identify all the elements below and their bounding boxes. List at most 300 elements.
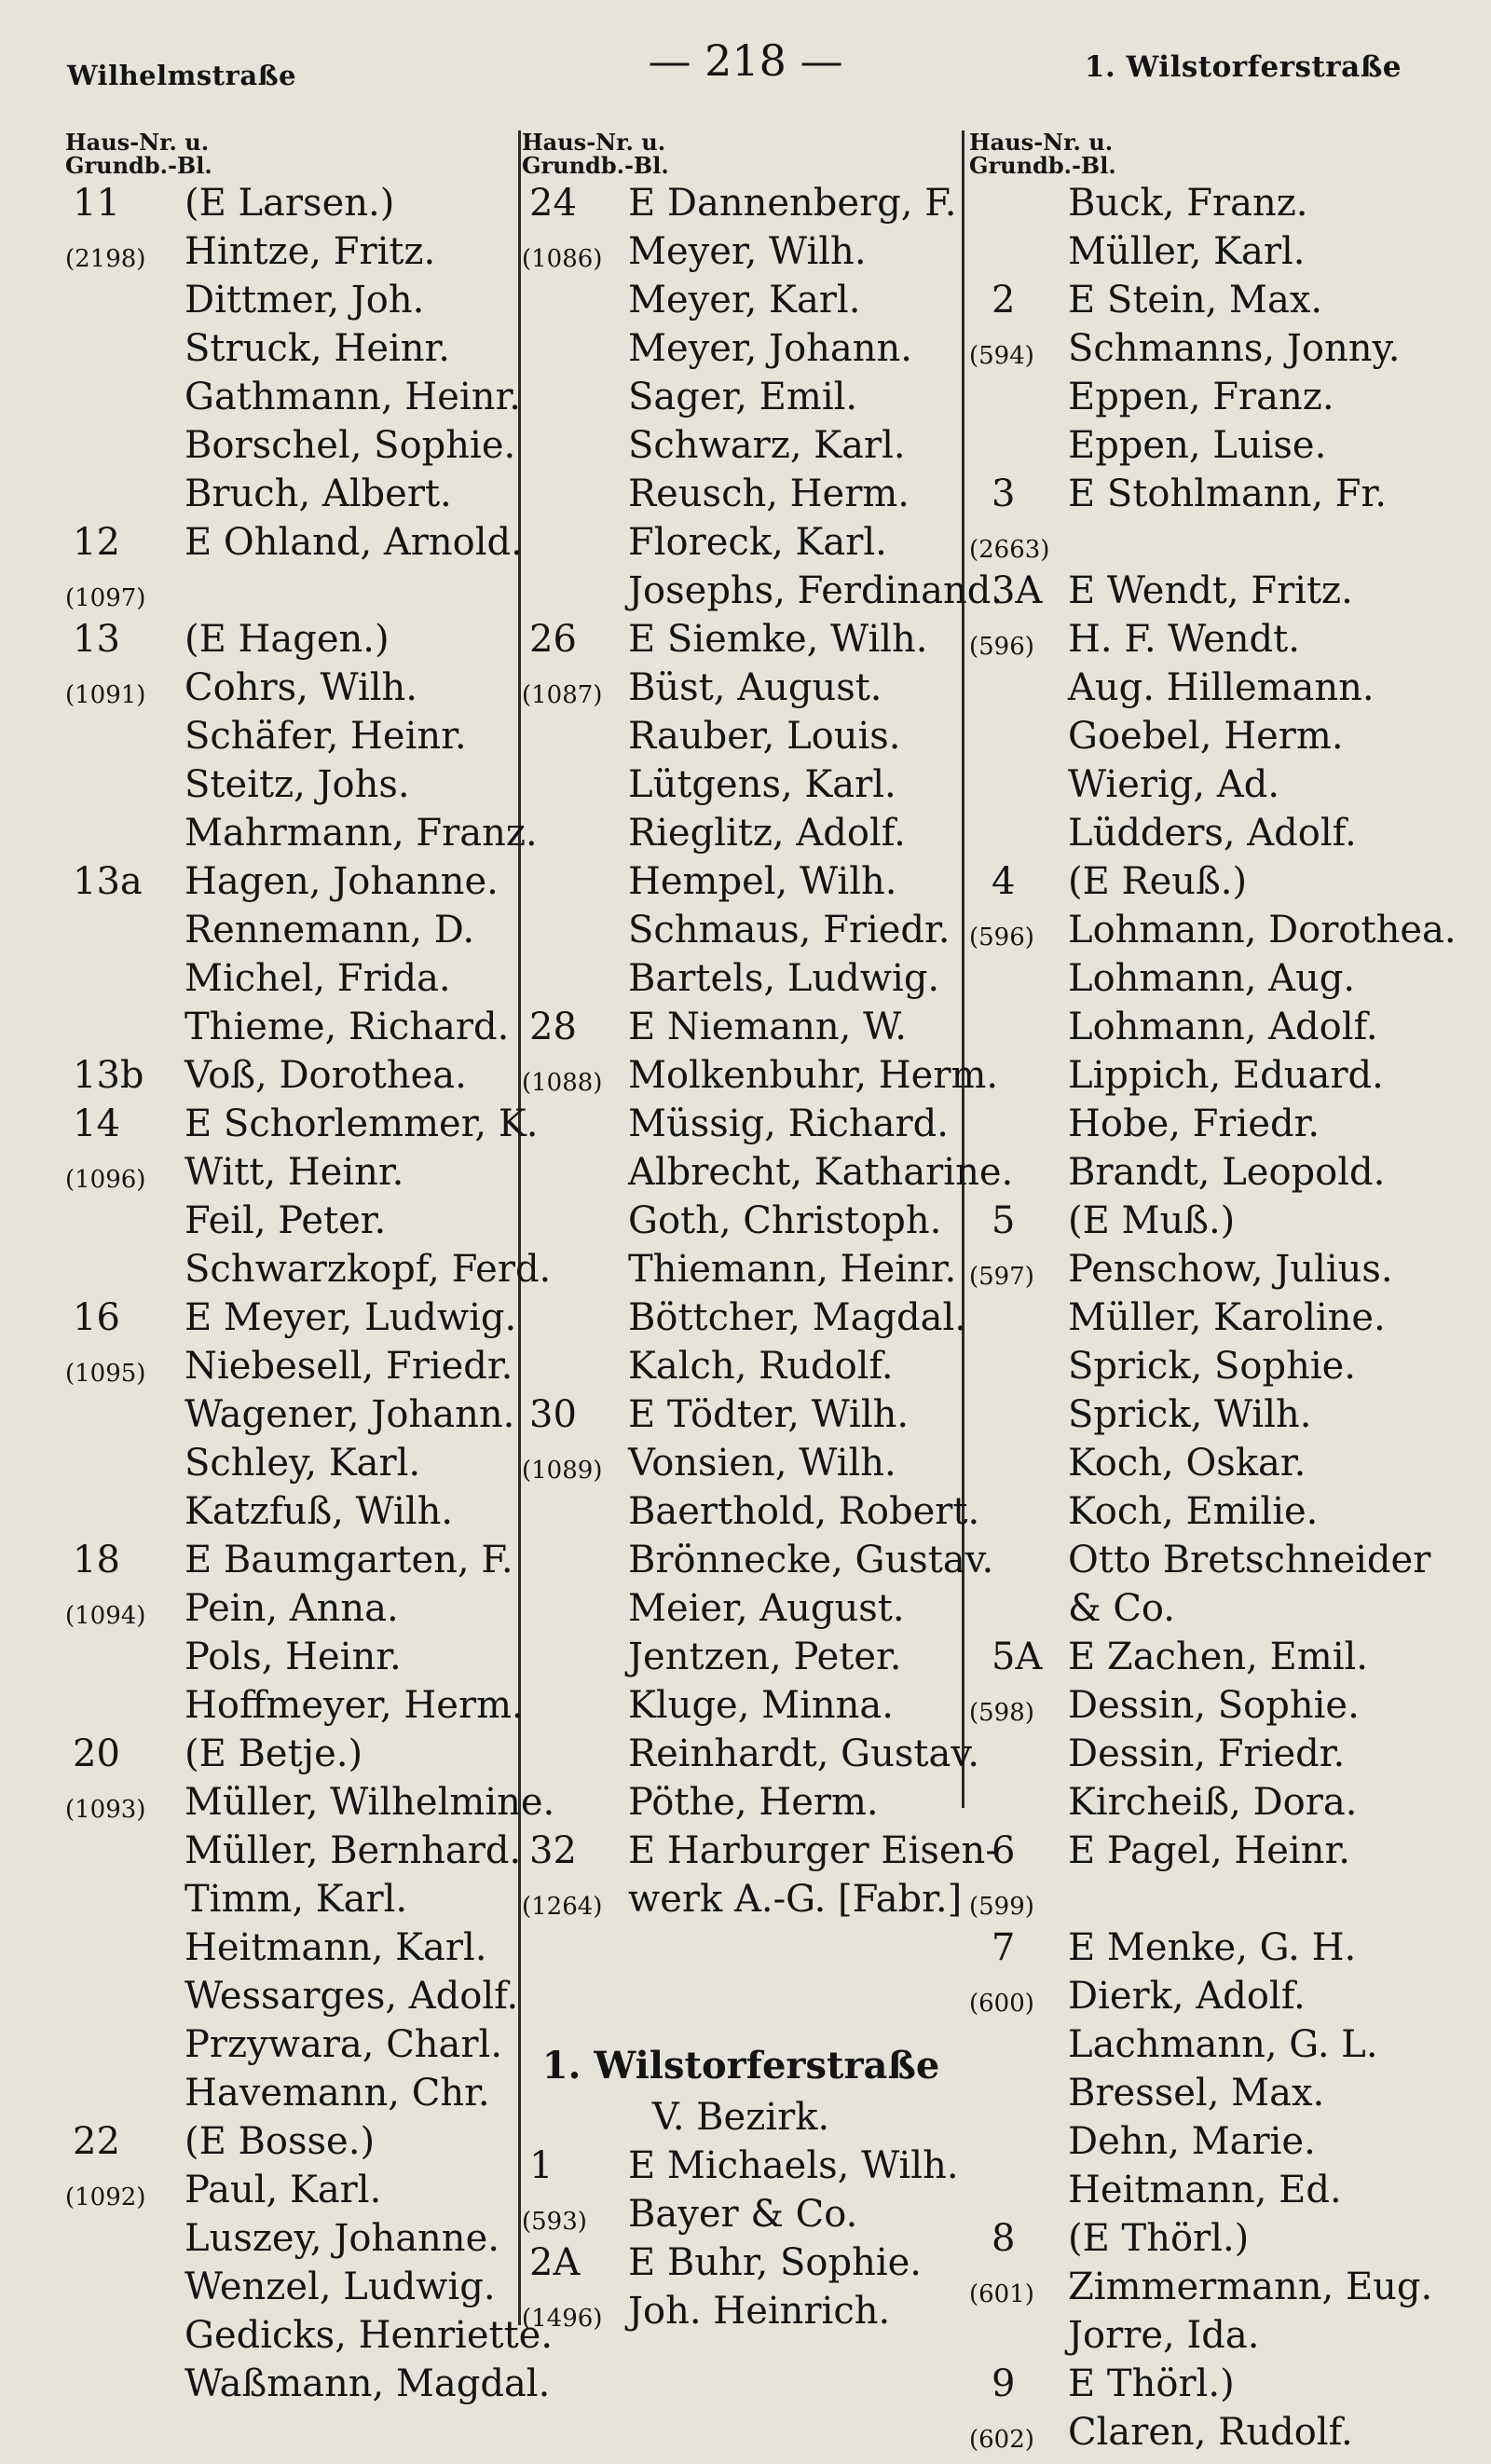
- resident-name: (E Thörl.): [1068, 2217, 1250, 2260]
- running-head-left: Wilhelmstraße: [67, 60, 297, 91]
- resident-name: E Schorlemmer, K.: [185, 1102, 539, 1145]
- resident-name: Havemann, Chr.: [185, 2072, 490, 2115]
- resident-name: Timm, Karl.: [185, 1878, 408, 1921]
- resident-name: Sager, Emil.: [628, 376, 858, 418]
- resident-name: Kalch, Rudolf.: [628, 1345, 894, 1388]
- directory-entry: [969, 809, 1454, 857]
- directory-entry: [969, 1730, 1454, 1778]
- directory-entry: [969, 324, 1454, 373]
- directory-entry: [969, 1390, 1454, 1439]
- directory-entry: [969, 1003, 1454, 1051]
- directory-entry: [65, 421, 522, 470]
- resident-name: Niebesell, Friedr.: [185, 1345, 513, 1388]
- grundbuch-number: (1087): [522, 681, 603, 709]
- resident-name: E Stein, Max.: [1068, 279, 1323, 322]
- resident-name: Wierig, Ad.: [1068, 763, 1280, 806]
- directory-entry: [522, 1584, 960, 1633]
- house-number: 30: [529, 1393, 577, 1436]
- directory-entry: [522, 1100, 960, 1148]
- resident-name: H. F. Wendt.: [1068, 618, 1300, 661]
- directory-entry: [522, 1439, 960, 1487]
- directory-entry: [969, 2166, 1454, 2214]
- directory-entry: [65, 1827, 522, 1875]
- directory-entry: [65, 1778, 555, 1827]
- resident-name: Floreck, Karl.: [628, 521, 887, 564]
- resident-name: E Michaels, Wilh.: [628, 2144, 959, 2187]
- grundbuch-number: (1093): [65, 1796, 146, 1824]
- grundbuch-number: (593): [522, 2208, 587, 2236]
- resident-name: Müller, Bernhard.: [185, 1829, 522, 1872]
- grundbuch-number: (597): [969, 1263, 1034, 1291]
- directory-entry: [969, 1294, 1454, 1342]
- house-number: 16: [73, 1296, 120, 1339]
- resident-name: Hagen, Johanne.: [185, 860, 499, 903]
- directory-entry: [969, 2117, 1454, 2166]
- house-number: 22: [73, 2120, 120, 2163]
- resident-name: Thiemann, Heinr.: [628, 1248, 957, 1291]
- directory-entry: [65, 809, 538, 857]
- resident-name: Otto Bretschneider: [1068, 1539, 1431, 1581]
- directory-entry: [65, 2214, 522, 2263]
- directory-entry: [522, 518, 960, 567]
- grundbuch-number: (1086): [522, 245, 603, 273]
- column-header: Haus-Nr. u. Grundb.-Bl.: [65, 129, 212, 179]
- directory-entry: [969, 1100, 1454, 1148]
- resident-name: Kircheiß, Dora.: [1068, 1781, 1358, 1824]
- directory-entry: [65, 324, 522, 373]
- directory-entry: [969, 227, 1454, 276]
- directory-entry: [65, 2360, 551, 2408]
- resident-name: Borschel, Sophie.: [185, 424, 516, 467]
- section-subtitle: V. Bezirk.: [651, 2096, 830, 2139]
- resident-name: Lüdders, Adolf.: [1068, 812, 1357, 855]
- resident-name: (E Muß.): [1068, 1199, 1236, 1242]
- resident-name: Lohmann, Aug.: [1068, 957, 1356, 1000]
- resident-name: Dehn, Marie.: [1068, 2120, 1316, 2163]
- directory-entry: [65, 1342, 522, 1390]
- resident-name: Lippich, Eduard.: [1068, 1054, 1384, 1097]
- grundbuch-number: (602): [969, 2426, 1034, 2454]
- directory-entry: [65, 1051, 522, 1100]
- grundbuch-number: (1095): [65, 1360, 146, 1388]
- grundbuch-number: (596): [969, 924, 1034, 951]
- house-number: 3: [992, 472, 1016, 515]
- directory-entry: [65, 1875, 522, 1923]
- resident-name: Rauber, Louis.: [628, 715, 901, 758]
- resident-name: Meyer, Wilh.: [628, 230, 867, 273]
- resident-name: E Siemke, Wilh.: [628, 618, 928, 661]
- directory-entry: [65, 567, 522, 615]
- resident-name: Wessarges, Adolf.: [185, 1975, 519, 2018]
- grundbuch-number: (1097): [65, 584, 146, 612]
- directory-entry: [969, 1245, 1454, 1294]
- resident-name: Böttcher, Magdal.: [628, 1296, 966, 1339]
- directory-entry: [969, 1778, 1454, 1827]
- resident-name: E Ohland, Arnold.: [185, 521, 523, 564]
- house-number: 28: [529, 1006, 577, 1048]
- resident-name: Brandt, Leopold.: [1068, 1151, 1386, 1194]
- resident-name: E Wendt, Fritz.: [1068, 569, 1353, 612]
- resident-name: Kluge, Minna.: [628, 1684, 894, 1727]
- resident-name: Goebel, Herm.: [1068, 715, 1344, 758]
- resident-name: Pols, Heinr.: [185, 1636, 402, 1678]
- resident-name: Bayer & Co.: [628, 2193, 858, 2236]
- directory-entry: [969, 1148, 1454, 1197]
- grundbuch-number: (1088): [522, 1069, 603, 1097]
- directory-entry: [969, 2408, 1454, 2457]
- resident-name: & Co.: [1068, 1587, 1176, 1630]
- resident-name: Bressel, Max.: [1068, 2072, 1325, 2115]
- directory-entry: [969, 1051, 1454, 1100]
- resident-name: Gathmann, Heinr.: [185, 376, 521, 418]
- resident-name: Wagener, Johann.: [185, 1393, 515, 1436]
- resident-name: Schwarzkopf, Ferd.: [185, 1248, 552, 1291]
- directory-entry: [522, 2142, 960, 2190]
- directory-entry: [65, 1294, 522, 1342]
- resident-name: E Stohlmann, Fr.: [1068, 472, 1387, 515]
- resident-name: Jorre, Ida.: [1068, 2314, 1260, 2357]
- directory-entry: [522, 1730, 979, 1778]
- directory-entry: [65, 615, 522, 664]
- house-number: 20: [73, 1732, 120, 1775]
- house-number: 32: [529, 1829, 577, 1872]
- directory-entry: [522, 1245, 960, 1294]
- directory-entry: [969, 906, 1457, 954]
- resident-name: Rennemann, D.: [185, 909, 475, 951]
- directory-entry: [65, 1100, 539, 1148]
- house-number: 18: [73, 1539, 120, 1581]
- house-number: 26: [529, 618, 577, 661]
- directory-entry: [65, 906, 522, 954]
- house-number: 12: [73, 521, 120, 564]
- directory-entry: [522, 1536, 994, 1584]
- column-header: Haus-Nr. u. Grundb.-Bl.: [522, 129, 669, 179]
- resident-name: Dessin, Friedr.: [1068, 1732, 1346, 1775]
- directory-entry: [522, 664, 960, 712]
- resident-name: Reinhardt, Gustav.: [628, 1732, 979, 1775]
- resident-name: Josephs, Ferdinand.: [628, 569, 1004, 612]
- directory-entry: [969, 2311, 1454, 2360]
- house-number: 13b: [73, 1054, 144, 1097]
- resident-name: Hoffmeyer, Herm.: [185, 1684, 524, 1727]
- directory-entry: [969, 421, 1454, 470]
- resident-name: Meyer, Karl.: [628, 279, 861, 322]
- resident-name: Michel, Frida.: [185, 957, 451, 1000]
- resident-name: Lachmann, G. L.: [1068, 2023, 1378, 2066]
- directory-entry: [969, 373, 1454, 421]
- directory-entry: [522, 2287, 960, 2335]
- entry-list: [969, 179, 1457, 2457]
- directory-entry: [969, 2069, 1454, 2117]
- resident-name: (E Larsen.): [185, 182, 395, 225]
- running-head-right: 1. Wilstorferstraße: [1084, 50, 1402, 84]
- house-number: 11: [73, 182, 120, 225]
- resident-name: Bartels, Ludwig.: [628, 957, 940, 1000]
- directory-entry: [65, 2311, 554, 2360]
- directory-entry: [522, 179, 960, 227]
- resident-name: Luszey, Johanne.: [185, 2217, 499, 2260]
- house-number: 8: [992, 2217, 1016, 2260]
- resident-name: Lohmann, Dorothea.: [1068, 909, 1457, 951]
- resident-name: Joh. Heinrich.: [628, 2290, 891, 2333]
- grundbuch-number: (1089): [522, 1457, 603, 1485]
- resident-name: E Harburger Eisen-: [628, 1829, 998, 1872]
- grundbuch-number: (1496): [522, 2305, 603, 2333]
- grundbuch-number: (599): [969, 1893, 1034, 1921]
- directory-entry: [969, 664, 1454, 712]
- resident-name: Sprick, Wilh.: [1068, 1393, 1312, 1436]
- resident-name: Müller, Karl.: [1068, 230, 1306, 273]
- resident-name: (E Hagen.): [185, 618, 390, 661]
- directory-entry: [522, 324, 960, 373]
- directory-entry: [522, 1827, 998, 1875]
- directory-entry: [65, 1245, 552, 1294]
- directory-entry: [969, 1487, 1454, 1536]
- directory-entry: [65, 760, 522, 809]
- directory-entry: [522, 1487, 980, 1536]
- directory-entry: [969, 712, 1454, 760]
- directory-entry: [522, 2238, 960, 2287]
- directory-entry: [65, 1923, 522, 1972]
- resident-name: Reusch, Herm.: [628, 472, 910, 515]
- directory-entry: [522, 1778, 960, 1827]
- directory-entry: [522, 857, 960, 906]
- directory-entry: [65, 276, 522, 324]
- directory-entry: [522, 954, 960, 1003]
- resident-name: Heitmann, Ed.: [1068, 2169, 1342, 2211]
- directory-entry: [65, 1148, 522, 1197]
- directory-entry: [969, 470, 1454, 518]
- resident-name: Sprick, Sophie.: [1068, 1345, 1357, 1388]
- directory-entry: [969, 1681, 1454, 1730]
- directory-entry: [522, 760, 960, 809]
- directory-entry: [969, 179, 1454, 227]
- resident-name: Meier, August.: [628, 1587, 905, 1630]
- directory-entry: [65, 1536, 522, 1584]
- resident-name: Baerthold, Robert.: [628, 1490, 980, 1533]
- directory-entry: [522, 227, 960, 276]
- directory-entry: [522, 1875, 963, 1923]
- directory-entry: [522, 1051, 999, 1100]
- directory-entry: [522, 421, 960, 470]
- resident-name: Thieme, Richard.: [185, 1006, 510, 1048]
- resident-name: E Niemann, W.: [628, 1006, 907, 1048]
- house-number: 7: [992, 1926, 1016, 1969]
- house-number: 1: [529, 2144, 554, 2187]
- directory-entry: [522, 1633, 960, 1681]
- page-number: — 218 —: [648, 35, 843, 86]
- resident-name: Aug. Hillemann.: [1068, 666, 1375, 709]
- resident-name: Büst, August.: [628, 666, 882, 709]
- directory-entry: [65, 373, 522, 421]
- grundbuch-number: (596): [969, 633, 1034, 661]
- directory-entry: [65, 1003, 522, 1051]
- resident-name: Dittmer, Joh.: [185, 279, 425, 322]
- resident-name: Przywara, Charl.: [185, 2023, 503, 2066]
- resident-name: Brönnecke, Gustav.: [628, 1539, 994, 1581]
- house-number: 5: [992, 1199, 1016, 1242]
- house-number: 4: [992, 860, 1016, 903]
- house-number: 13: [73, 618, 120, 661]
- resident-name: E Zachen, Emil.: [1068, 1636, 1369, 1678]
- resident-name: (E Betje.): [185, 1732, 363, 1775]
- directory-entry: [522, 712, 960, 760]
- directory-entry: [65, 179, 522, 227]
- column-header: Haus-Nr. u. Grundb.-Bl.: [969, 129, 1116, 179]
- directory-entry: [522, 1148, 1014, 1197]
- directory-entry: [969, 567, 1454, 615]
- resident-name: Buck, Franz.: [1068, 182, 1308, 225]
- house-number: 5A: [992, 1636, 1043, 1678]
- directory-entry: [65, 857, 522, 906]
- resident-name: Pöthe, Herm.: [628, 1781, 879, 1824]
- grundbuch-number: (2663): [969, 536, 1050, 564]
- directory-entry: [522, 373, 960, 421]
- directory-entry: [522, 470, 960, 518]
- resident-name: Steitz, Johs.: [185, 763, 410, 806]
- resident-name: E Baumgarten, F.: [185, 1539, 513, 1581]
- resident-name: Schwarz, Karl.: [628, 424, 906, 467]
- directory-entry: [969, 1875, 1454, 1923]
- resident-name: E Tödter, Wilh.: [628, 1393, 910, 1436]
- directory-entry: [969, 1923, 1454, 1972]
- resident-name: Witt, Heinr.: [185, 1151, 404, 1194]
- directory-entry: [969, 1342, 1454, 1390]
- directory-entry: [65, 1439, 522, 1487]
- resident-name: Hobe, Friedr.: [1068, 1102, 1320, 1145]
- directory-entry: [522, 276, 960, 324]
- directory-entry: [522, 567, 1004, 615]
- directory-entry: [65, 1681, 522, 1730]
- resident-name: Schley, Karl.: [185, 1442, 421, 1485]
- resident-name: Vonsien, Wilh.: [628, 1442, 896, 1485]
- grundbuch-number: (1096): [65, 1166, 146, 1194]
- directory-entry: [522, 1390, 960, 1439]
- directory-entry: [969, 2214, 1454, 2263]
- house-number: 2: [992, 279, 1016, 322]
- directory-entry: [969, 1197, 1454, 1245]
- directory-entry: [522, 1197, 960, 1245]
- directory-entry: [969, 1584, 1454, 1633]
- house-number: 14: [73, 1102, 120, 1145]
- directory-entry: [969, 518, 1454, 567]
- directory-entry: [969, 857, 1454, 906]
- resident-name: Molkenbuhr, Herm.: [628, 1054, 999, 1097]
- house-number: 24: [529, 182, 577, 225]
- directory-entry: [65, 1487, 522, 1536]
- directory-entry: [969, 2360, 1454, 2408]
- resident-name: Penschow, Julius.: [1068, 1248, 1393, 1291]
- resident-name: Katzfuß, Wilh.: [185, 1490, 454, 1533]
- resident-name: Goth, Christoph.: [628, 1199, 942, 1242]
- directory-entry: [65, 470, 522, 518]
- page-header: [0, 35, 1491, 91]
- directory-entry: [65, 664, 522, 712]
- directory-entry: [65, 2263, 522, 2311]
- resident-name: Hintze, Fritz.: [185, 230, 436, 273]
- resident-name: Claren, Rudolf.: [1068, 2411, 1353, 2454]
- grundbuch-number: (2198): [65, 245, 146, 273]
- column-3: [969, 129, 1457, 2457]
- directory-entry: [969, 1439, 1454, 1487]
- resident-name: Jentzen, Peter.: [628, 1636, 902, 1678]
- resident-name: Schmaus, Friedr.: [628, 909, 951, 951]
- section-title: 1. Wilstorferstraße: [541, 2044, 940, 2088]
- resident-name: Schmanns, Jonny.: [1068, 327, 1401, 370]
- directory-entry: [65, 1197, 522, 1245]
- directory-entry: [969, 760, 1454, 809]
- grundbuch-number: (1094): [65, 1602, 146, 1630]
- entry-list: [522, 2142, 960, 2335]
- grundbuch-number: (598): [969, 1699, 1034, 1727]
- directory-entry: [522, 1294, 966, 1342]
- resident-name: E Dannenberg, F.: [628, 182, 957, 225]
- directory-entry: [65, 2117, 522, 2166]
- resident-name: Eppen, Luise.: [1068, 424, 1327, 467]
- resident-name: Schäfer, Heinr.: [185, 715, 467, 758]
- directory-entry: [969, 615, 1454, 664]
- directory-entry: [969, 954, 1454, 1003]
- resident-name: Wenzel, Ludwig.: [185, 2266, 496, 2308]
- directory-entry: [65, 1633, 522, 1681]
- directory-entry: [522, 615, 960, 664]
- resident-name: E Buhr, Sophie.: [628, 2241, 923, 2284]
- resident-name: Müller, Karoline.: [1068, 1296, 1386, 1339]
- resident-name: E Meyer, Ludwig.: [185, 1296, 517, 1339]
- resident-name: Paul, Karl.: [185, 2169, 382, 2211]
- directory-entry: [65, 1390, 522, 1439]
- resident-name: Bruch, Albert.: [185, 472, 452, 515]
- directory-entry: [969, 2020, 1454, 2069]
- house-number: 13a: [73, 860, 143, 903]
- resident-name: Heitmann, Karl.: [185, 1926, 487, 1969]
- directory-entry: [522, 1003, 960, 1051]
- resident-name: Feil, Peter.: [185, 1199, 387, 1242]
- directory-entry: [65, 227, 522, 276]
- resident-name: E Thörl.): [1068, 2362, 1235, 2405]
- directory-entry: [65, 2020, 522, 2069]
- directory-entry: [522, 809, 960, 857]
- directory-entry: [65, 2166, 522, 2214]
- resident-name: Waßmann, Magdal.: [185, 2362, 551, 2405]
- resident-name: Gedicks, Henriette.: [185, 2314, 554, 2357]
- resident-name: (E Reuß.): [1068, 860, 1248, 903]
- resident-name: Hempel, Wilh.: [628, 860, 897, 903]
- grundbuch-number: (594): [969, 342, 1034, 370]
- resident-name: Albrecht, Katharine.: [628, 1151, 1014, 1194]
- resident-name: Müssig, Richard.: [628, 1102, 949, 1145]
- resident-name: Mahrmann, Franz.: [185, 812, 538, 855]
- resident-name: E Pagel, Heinr.: [1068, 1829, 1350, 1872]
- directory-entry: [522, 2190, 960, 2238]
- resident-name: Cohrs, Wilh.: [185, 666, 417, 709]
- directory-entry: [969, 1827, 1454, 1875]
- resident-name: E Menke, G. H.: [1068, 1926, 1357, 1969]
- resident-name: Eppen, Franz.: [1068, 376, 1334, 418]
- resident-name: Rieglitz, Adolf.: [628, 812, 906, 855]
- grundbuch-number: (601): [969, 2280, 1034, 2308]
- resident-name: Lohmann, Adolf.: [1068, 1006, 1378, 1048]
- resident-name: Meyer, Johann.: [628, 327, 913, 370]
- house-number: 6: [992, 1829, 1016, 1872]
- directory-entry: [65, 1730, 522, 1778]
- directory-entry: [522, 906, 960, 954]
- directory-entry: [969, 276, 1454, 324]
- grundbuch-number: (1092): [65, 2183, 146, 2211]
- resident-name: Dessin, Sophie.: [1068, 1684, 1360, 1727]
- directory-entry: [969, 2263, 1454, 2311]
- grundbuch-number: (1091): [65, 681, 146, 709]
